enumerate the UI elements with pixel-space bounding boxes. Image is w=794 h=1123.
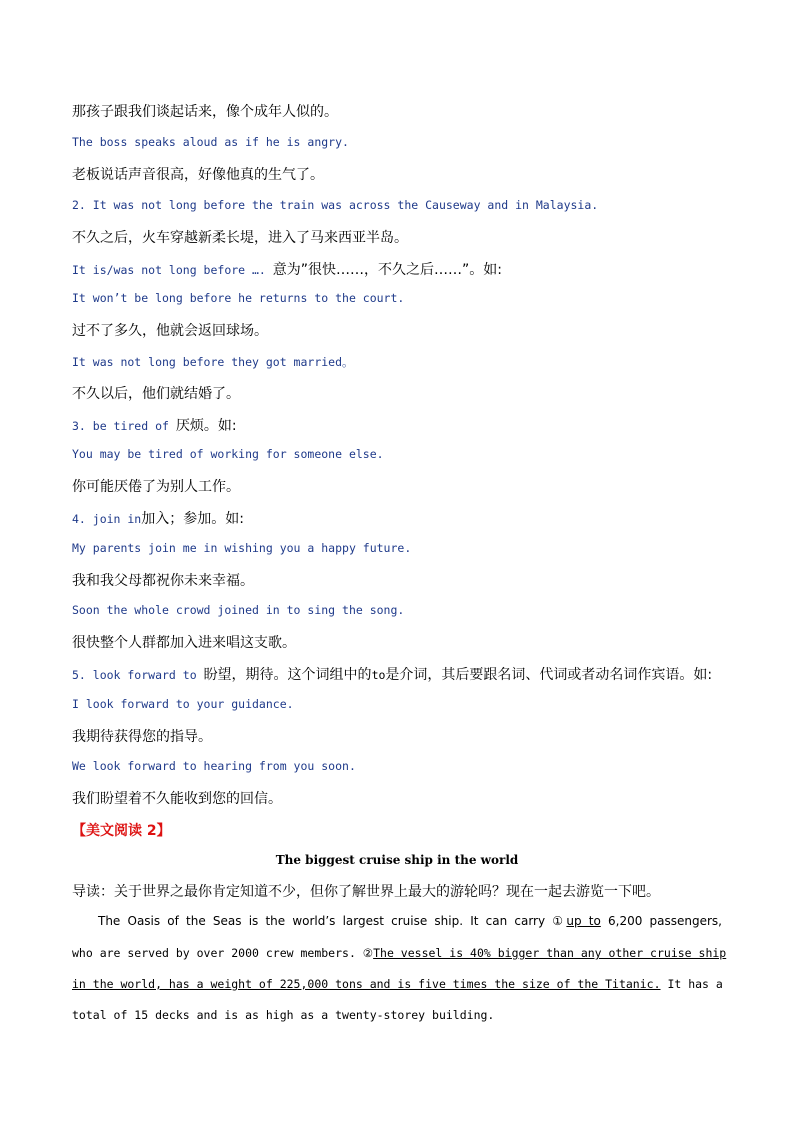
phrase-heading bbox=[72, 508, 244, 528]
paragraph-text: 6,200 passengers, bbox=[600, 914, 722, 928]
chinese-translation: 我期待获得您的指导。 bbox=[72, 729, 212, 745]
chinese-translation: 你可能厌倦了为别人工作。 bbox=[72, 479, 240, 495]
paragraph-text: It has a bbox=[660, 977, 723, 991]
example-sentence: The boss speaks aloud as if he is angry. bbox=[72, 135, 349, 149]
chinese-translation: 我和我父母都祝你未来幸福。 bbox=[72, 573, 254, 589]
chinese-translation: 那孩子跟我们谈起话来，像个成年人似的。 bbox=[72, 104, 338, 120]
paragraph-text: who are served by over 2000 crew members. ② bbox=[72, 946, 374, 960]
phrase-meaning: 盼望，期待。这个词组中的 bbox=[203, 667, 372, 683]
article-title: The biggest cruise ship in the world bbox=[275, 853, 519, 867]
chinese-translation: 很快整个人群都加入进来唱这支歌。 bbox=[72, 635, 296, 651]
example-sentence: It was not long before they got married。 bbox=[72, 355, 354, 369]
chinese-translation: 过不了多久，他就会返回球场。 bbox=[72, 323, 268, 339]
chinese-translation: 我们盼望着不久能收到您的回信。 bbox=[72, 791, 282, 807]
phrase-meaning: 加入；参加。如: bbox=[141, 511, 244, 527]
chinese-translation: 不久以后，他们就结婚了。 bbox=[72, 386, 240, 402]
phrase-number: 5. look forward to bbox=[72, 668, 204, 682]
section-title: 【美文阅读 2】 bbox=[72, 823, 171, 839]
article-paragraph-line bbox=[72, 914, 722, 928]
article-guide: 导读：关于世界之最你肯定知道不少，但你了解世界上最大的游轮吗？现在一起去游览一下吧。 bbox=[72, 884, 660, 900]
paragraph-text: The Oasis of the Seas is the world’s largest cruise ship. It can carry ① bbox=[98, 914, 567, 928]
phrase-note: 是介词，其后要跟名词、代词或者动名词作宾语。如: bbox=[385, 667, 713, 683]
phrase-number: 3. be tired of bbox=[72, 419, 176, 433]
phrase-heading: 2. It was not long before the train was across the Causeway and in Malaysia. bbox=[72, 198, 599, 212]
article-paragraph-line bbox=[72, 946, 727, 960]
example-sentence: It won’t be long before he returns to the court. bbox=[72, 291, 405, 305]
phrase-word: to bbox=[371, 668, 386, 682]
example-sentence: You may be tired of working for someone else. bbox=[72, 447, 384, 461]
phrase-pattern: It is/was not long before …. bbox=[72, 263, 273, 277]
phrase-explanation bbox=[72, 259, 502, 279]
underlined-phrase: up to bbox=[566, 914, 601, 928]
phrase-number: 4. join in bbox=[72, 512, 142, 526]
example-sentence: I look forward to your guidance. bbox=[72, 697, 294, 711]
underlined-sentence: The vessel is 40% bigger than any other cruise ship bbox=[373, 946, 727, 960]
phrase-meaning: 意为”很快……，不久之后……”。如: bbox=[272, 262, 503, 278]
chinese-translation: 老板说话声音很高，好像他真的生气了。 bbox=[72, 167, 324, 183]
example-sentence: My parents join me in wishing you a happy future. bbox=[72, 541, 412, 555]
article-paragraph-line bbox=[72, 977, 722, 991]
article-paragraph-line: total of 15 decks and is as high as a twenty-storey building. bbox=[72, 1008, 495, 1022]
phrase-meaning: 厌烦。如: bbox=[175, 418, 237, 434]
underlined-sentence: in the world, has a weight of 225,000 tons and is five times the size of the Titanic. bbox=[72, 977, 661, 991]
example-sentence: Soon the whole crowd joined in to sing the song. bbox=[72, 603, 405, 617]
example-sentence: We look forward to hearing from you soon. bbox=[72, 759, 356, 773]
phrase-heading bbox=[72, 415, 237, 435]
chinese-translation: 不久之后，火车穿越新柔长堤，进入了马来西亚半岛。 bbox=[72, 230, 408, 246]
phrase-heading bbox=[72, 664, 712, 684]
